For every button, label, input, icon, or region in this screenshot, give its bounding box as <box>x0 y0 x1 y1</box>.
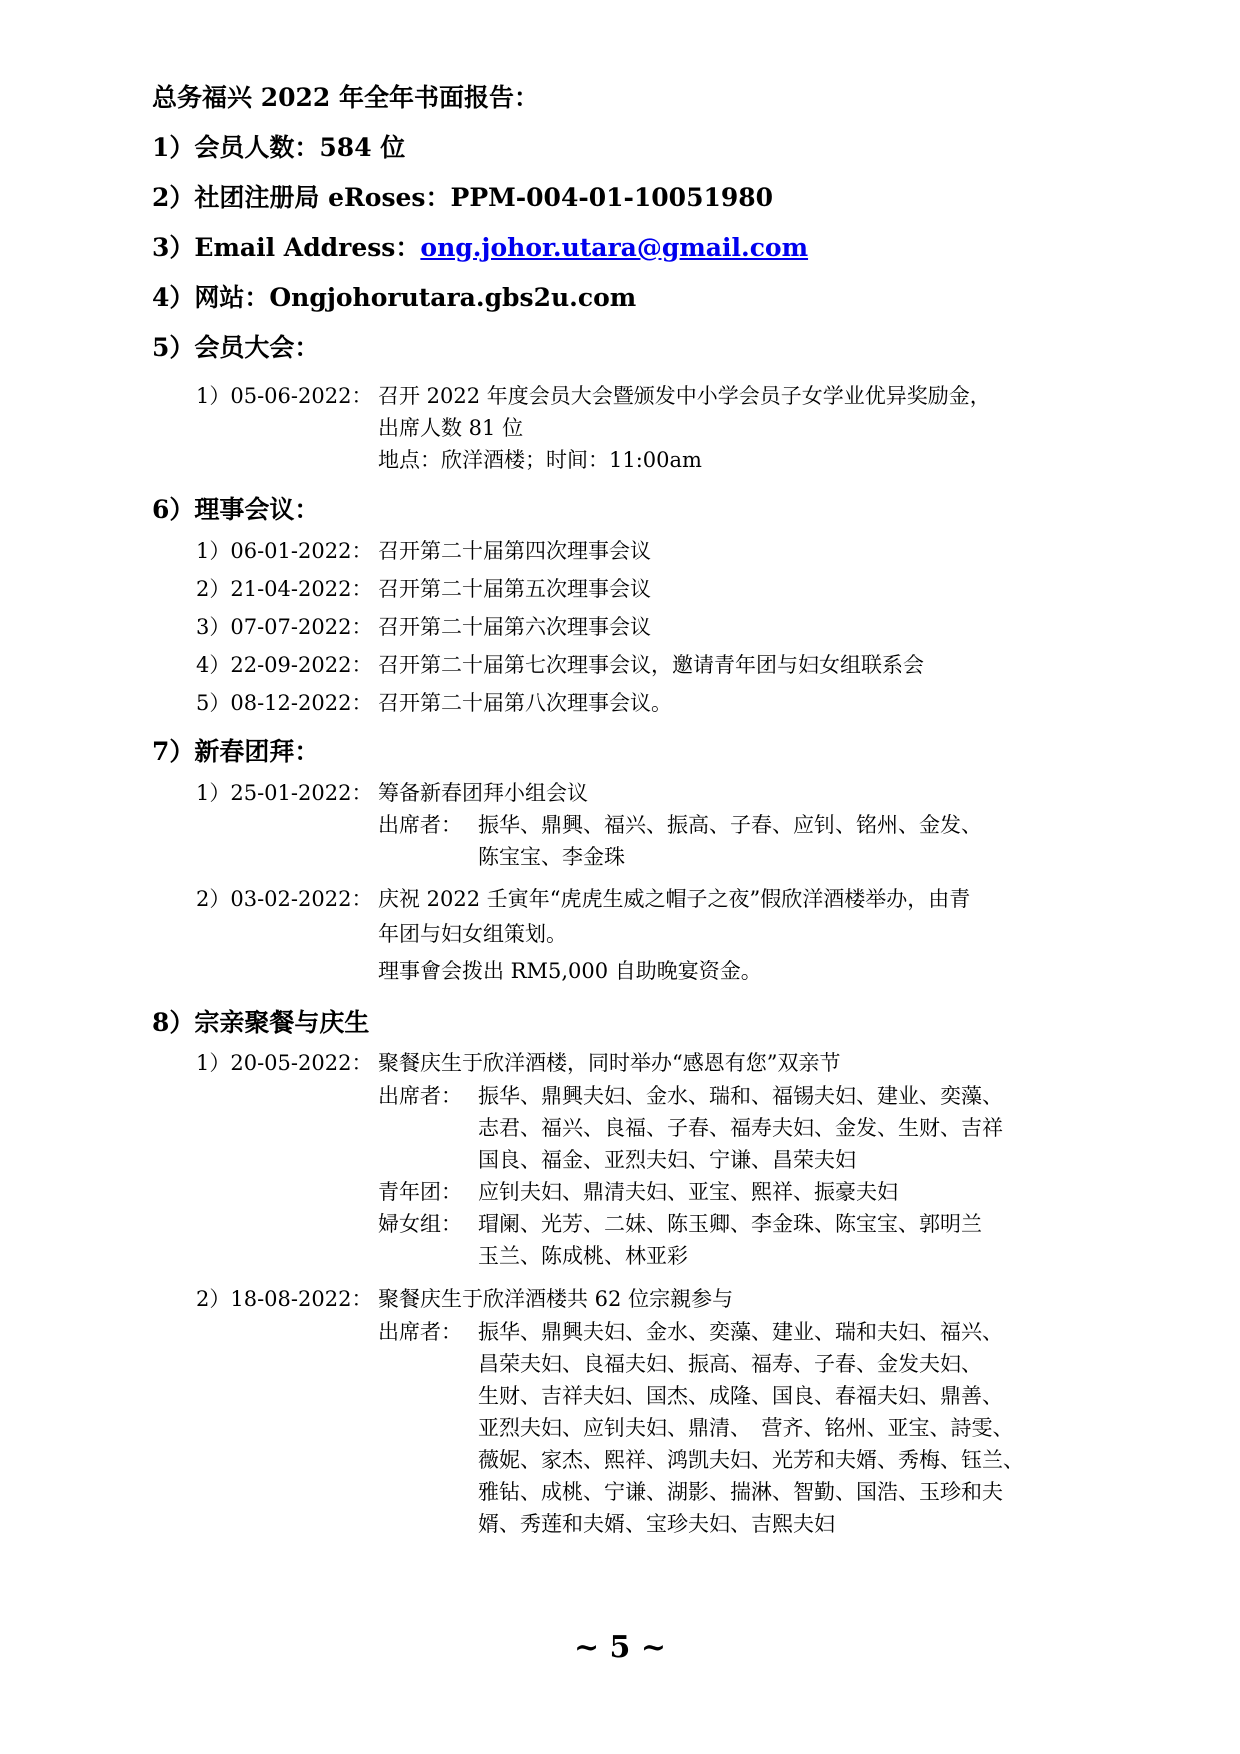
newyear-entry-text: 理事會会拨出 RM5,000 自助晚宴资金。 <box>378 959 762 983</box>
agm-entry-text: 召开 2022 年度会员大会暨颁发中小学会员子女学业优异奖励金， <box>378 384 991 408</box>
meeting-text: 召开第二十届第五次理事会议 <box>378 577 651 601</box>
attendees-list: 国良、福金、亚烈夫妇、宁谦、昌荣夫妇 <box>478 1148 856 1172</box>
attendees-list: 振华、鼎興夫妇、金水、奕藻、建业、瑞和夫妇、福兴、 <box>478 1320 1003 1344</box>
attendees-label: 出席者： <box>378 1320 462 1344</box>
youth-list: 应钊夫妇、鼎清夫妇、亚宝、熙祥、振豪夫妇 <box>478 1180 898 1204</box>
website-line <box>152 278 636 314</box>
meeting-number: 4）22-09-2022： <box>196 653 373 677</box>
attendees-list: 生财、吉祥夫妇、国杰、成隆、国良、春福夫妇、鼎善、 <box>478 1384 1003 1408</box>
section-heading-new-year: 7）新春团拜： <box>152 737 320 766</box>
page-number: ~ 5 ~ <box>573 1630 667 1665</box>
section-heading-board-meetings: 6）理事会议： <box>152 495 320 524</box>
meeting-text: 召开第二十届第六次理事会议 <box>378 615 651 639</box>
newyear-entry-text: 庆祝 2022 壬寅年“虎虎生威之帽子之夜”假欣洋酒楼举办，由青 <box>378 887 971 911</box>
attendees-list: 振华、鼎興夫妇、金水、瑞和、福锡夫妇、建业、奕藻、 <box>478 1084 1003 1108</box>
women-list: 瑁阑、光芳、二妹、陈玉卿、李金珠、陈宝宝、郭明兰 <box>478 1212 982 1236</box>
attendees-list: 振华、鼎興、福兴、振高、子春、应钊、铭州、金发、 <box>478 813 982 837</box>
report-title: 总务福兴 2022 年全年书面报告： <box>152 83 539 112</box>
dinner-entry-text: 聚餐庆生于欣洋酒楼，同时举办“感恩有您”双亲节 <box>378 1051 841 1075</box>
newyear-entry-text: 筹备新春团拜小组会议 <box>378 781 588 805</box>
dinner-entry-number: 2）18-08-2022： <box>196 1287 373 1311</box>
newyear-entry-number: 1）25-01-2022： <box>196 781 373 805</box>
registration-label: 2）社团注册局 eRoses： <box>152 183 451 212</box>
agm-entry-text: 地点：欣洋酒楼；时间：11:00am <box>378 448 702 472</box>
section-heading-agm: 5）会员大会： <box>152 333 320 362</box>
website-value: Ongjohorutara.gbs2u.com <box>269 283 637 312</box>
section-heading-clan-dinner: 8）宗亲聚餐与庆生 <box>152 1008 370 1037</box>
meeting-text: 召开第二十届第七次理事会议，邀请青年团与妇女组联系会 <box>378 653 924 677</box>
attendees-list: 雅钻、成桃、宁谦、湖影、揣淋、智勤、国浩、玉珍和夫 <box>478 1480 1003 1504</box>
member-count-label: 1）会员人数： <box>152 133 320 162</box>
youth-label: 青年团： <box>378 1180 462 1204</box>
dinner-entry-text: 聚餐庆生于欣洋酒楼共 62 位宗親参与 <box>378 1287 734 1311</box>
attendees-list: 志君、福兴、良福、子春、福寿夫妇、金发、生财、吉祥 <box>478 1116 1003 1140</box>
email-line <box>152 228 808 264</box>
agm-entry-text: 出席人数 81 位 <box>378 416 524 440</box>
agm-entry-number: 1）05-06-2022： <box>196 384 373 408</box>
meeting-text: 召开第二十届第八次理事会议。 <box>378 691 672 715</box>
attendees-list: 薇妮、家杰、熙祥、鸿凯夫妇、光芳和夫婿、秀梅、钰兰、 <box>478 1448 1024 1472</box>
newyear-entry-text: 年团与妇女组策划。 <box>378 922 567 946</box>
member-count-value: 584 位 <box>319 133 406 162</box>
attendees-list: 昌荣夫妇、良福夫妇、振高、福寿、子春、金发夫妇、 <box>478 1352 982 1376</box>
registration-value: PPM-004-01-10051980 <box>450 183 774 212</box>
attendees-label: 出席者： <box>378 1084 462 1108</box>
meeting-number: 2）21-04-2022： <box>196 577 373 601</box>
website-label: 4）网站： <box>152 283 270 312</box>
dinner-entry-number: 1）20-05-2022： <box>196 1051 373 1075</box>
women-label: 婦女组： <box>378 1212 462 1236</box>
member-count-line <box>152 128 405 164</box>
email-link[interactable]: ong.johor.utara@gmail.com <box>420 233 809 262</box>
attendees-label: 出席者： <box>378 813 462 837</box>
registration-line <box>152 178 773 214</box>
attendees-list: 婿、秀莲和夫婿、宝珍夫妇、吉熙夫妇 <box>478 1512 835 1536</box>
attendees-list: 亚烈夫妇、应钊夫妇、鼎清、 营齐、铭州、亚宝、詩雯、 <box>478 1416 1014 1440</box>
women-list: 玉兰、陈成桃、林亚彩 <box>478 1244 688 1268</box>
meeting-number: 5）08-12-2022： <box>196 691 373 715</box>
email-label: 3）Email Address： <box>152 233 421 262</box>
meeting-number: 1）06-01-2022： <box>196 539 373 563</box>
meeting-text: 召开第二十届第四次理事会议 <box>378 539 651 563</box>
newyear-entry-number: 2）03-02-2022： <box>196 887 373 911</box>
meeting-number: 3）07-07-2022： <box>196 615 373 639</box>
attendees-list: 陈宝宝、李金珠 <box>478 845 625 869</box>
